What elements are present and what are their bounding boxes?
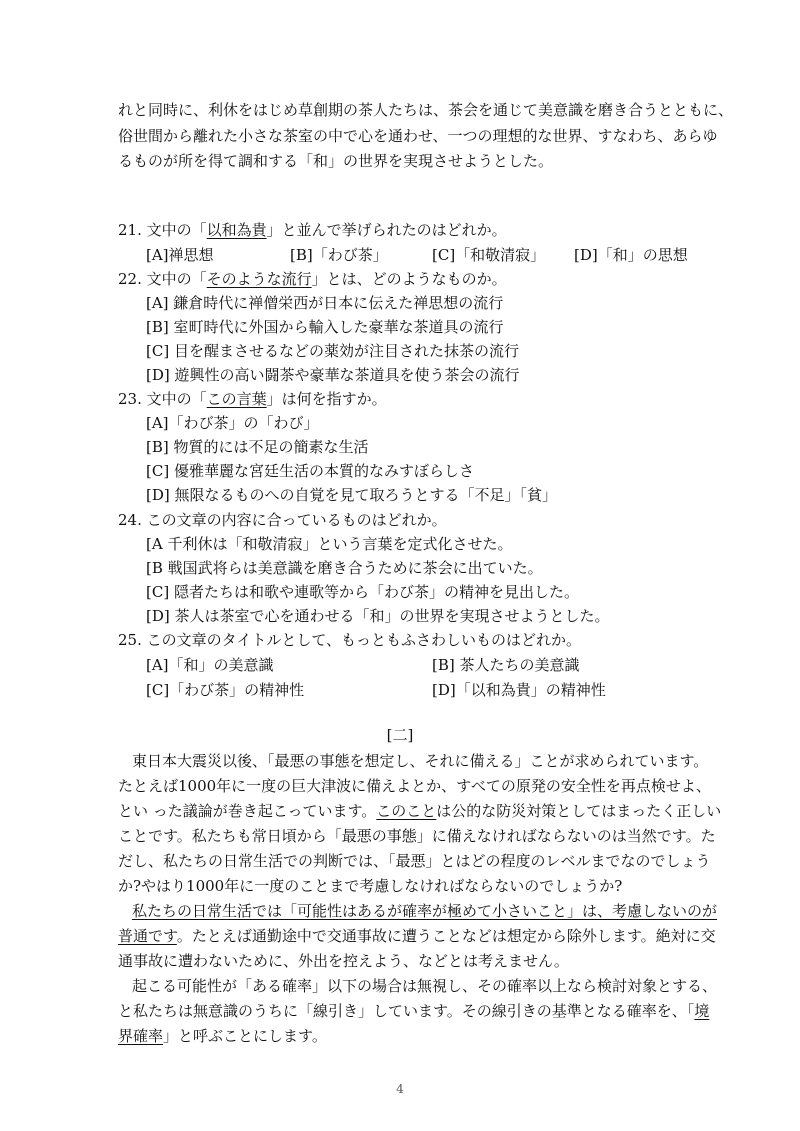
q21-option-a: [A]禅思想: [146, 246, 214, 264]
q25-option-c: [C]「わび茶」の精神性: [146, 681, 305, 699]
question-21: 21. 文中の「以和為貴」と並んで挙げられたのはどれか。: [118, 221, 507, 239]
question-22: 22. 文中の「そのような流行」とは、どのようなものか。: [118, 270, 507, 288]
q21-option-c: [C]「和敬清寂」: [432, 246, 546, 264]
q24-option-a: [A 千利休は「和敬清寂」という言葉を定式化させた。: [146, 535, 513, 553]
page-number: 4: [396, 1082, 404, 1096]
q24-option-c: [C] 隠者たちは和歌や連歌等から「わび茶」の精神を見出した。: [146, 583, 579, 601]
q22-option-d: [D] 遊興性の高い闘茶や豪華な茶道具を使う茶会の流行: [146, 366, 520, 384]
q21-option-d: [D]「和」の思想: [574, 246, 688, 264]
intro-line-1: れと同時に、利休をはじめ草創期の茶人たちは、茶会を通じて美意識を磨き合うとともに、: [118, 101, 734, 119]
q25-option-a: [A]「和」の美意識: [146, 656, 274, 674]
section2-p2-line-3: 通事故に遭わないために、外出を控えよう、などとは考えません。: [118, 952, 569, 970]
q22-option-c: [C] 目を醒まさせるなどの薬効が注目された抹茶の流行: [146, 342, 519, 360]
q23-option-c: [C] 優雅華麗な宮廷生活の本質的なみすぼらしさ: [146, 462, 474, 480]
intro-line-2: 俗世間から離れた小さな茶室の中で心を通わせ、一つの理想的な世界、すなわち、あらゆ: [118, 127, 718, 145]
section2-p2-line-1: 私たちの日常生活では「可能性はあるが確率が極めて小さいこと」は、考慮しないのが: [132, 902, 718, 920]
section2-p1-line-3: とい った議論が巻き起こっています。このことは公的な防災対策としてはまったく正しい: [118, 802, 722, 820]
q24-option-d: [D] 茶人は茶室で心を通わせる「和」の世界を実現させようとした。: [146, 607, 610, 625]
section2-p1-line-2: たとえば1000年に一度の巨大津波に備えよとか、すべての原発の安全性を再点検せよ、: [118, 777, 711, 795]
question-23: 23. 文中の「この言葉」は何を指すか。: [118, 390, 387, 408]
section2-p1-line-6: か?やはり1000年に一度のことまで考慮しなければならないのでしょうか?: [118, 877, 623, 895]
q23-option-b: [B] 物質的には不足の簡素な生活: [146, 438, 369, 456]
q23-option-d: [D] 無限なるものへの自覚を見て取ろうとする「不足」「貧」: [146, 486, 558, 504]
q22-option-b: [B] 室町時代に外国から輸入した豪華な茶道具の流行: [146, 318, 504, 336]
section-heading: [二]: [386, 726, 414, 744]
section2-p1-line-1: 東日本大震災以後、「最悪の事態を想定し、それに備える」ことが求められています。: [132, 752, 709, 770]
section2-p1-line-5: だし、私たちの日常生活での判断では、「最悪」とはどの程度のレベルまでなのでしょう: [118, 852, 711, 870]
section2-p3-line-2: と私たちは無意識のうちに「線引き」しています。その線引きの基準となる確率を、「境: [118, 1002, 710, 1020]
section2-p1-line-4: ことです。私たちも常日頃から「最悪の事態」に備えなければならないのは当然です。た: [118, 827, 716, 845]
q25-option-d: [D]「以和為貴」の精神性: [432, 681, 606, 699]
question-24: 24. この文章の内容に合っているものはどれか。: [118, 511, 447, 529]
section2-p2-line-2: 普通です。たとえば通勤途中で交通事故に遭うことなどは想定から除外します。絶対に交: [118, 927, 716, 945]
q24-option-b: [B 戦国武将らは美意識を磨き合うために茶会に出ていた。: [146, 559, 543, 577]
q23-option-a: [A]「わび茶」の「わび」: [146, 414, 319, 432]
question-25: 25. この文章のタイトルとして、もっともふさわしいものはどれか。: [118, 631, 582, 649]
intro-line-3: るものが所を得て調和する「和」の世界を実現させようとした。: [118, 152, 554, 170]
section2-p3-line-3: 界確率」と呼ぶことにします。: [118, 1027, 327, 1045]
q22-option-a: [A] 鎌倉時代に禅僧栄西が日本に伝えた禅思想の流行: [146, 294, 504, 312]
q25-option-b: [B] 茶人たちの美意識: [432, 656, 580, 674]
section2-p3-line-1: 起こる可能性が「ある確率」以下の場合は無視し、その確率以上なら検討対象とする、: [132, 977, 718, 995]
q21-option-b: [B]「わび茶」: [290, 246, 388, 264]
